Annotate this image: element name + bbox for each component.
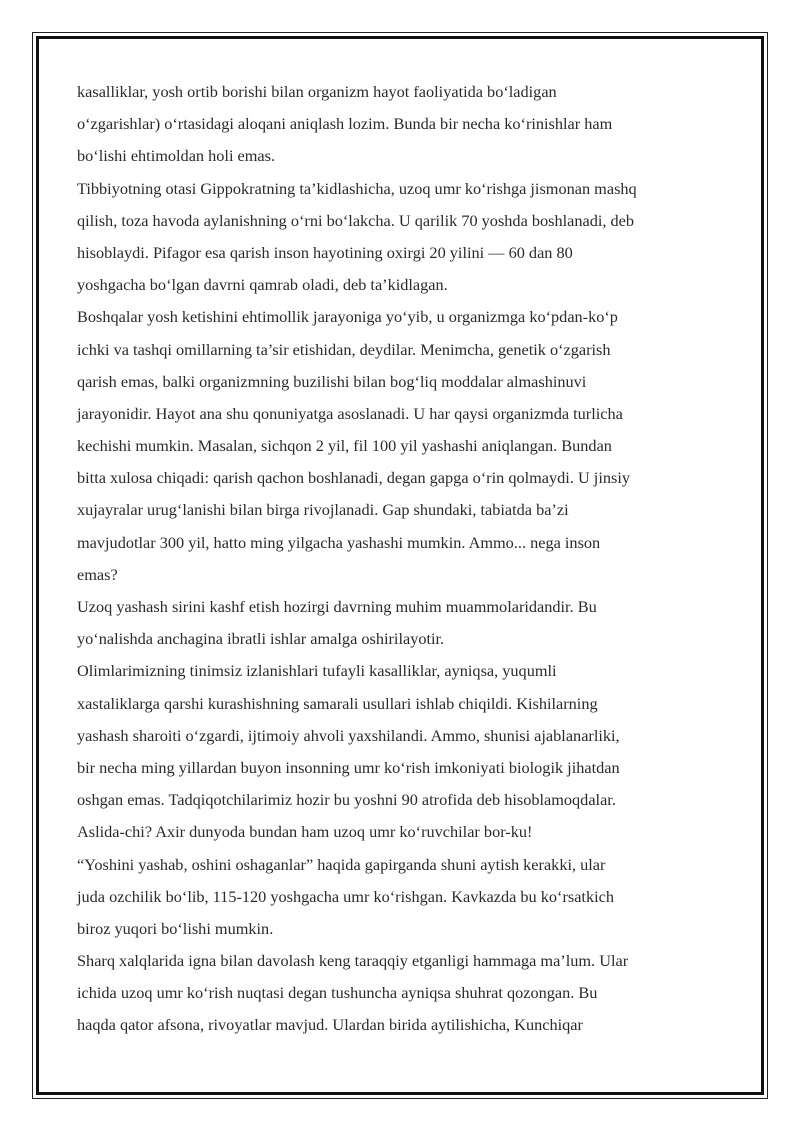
text-line: kechishi mumkin. Masalan, sichqon 2 yil, fil 100 yil yashashi aniqlangan. Bundan: [77, 436, 612, 456]
text-line: Uzoq yashash sirini kashf etish hozirgi davrning muhim muammolaridandir. Bu: [77, 597, 597, 616]
document-body-text: [77, 76, 737, 1042]
text-line: Tibbiyotning otasi Gippokratning ta’kidlashicha, uzoq umr ko‘rishga jismonan mashq: [77, 178, 637, 198]
text-line: Sharq xalqlarida igna bilan davolash keng taraqqiy etganligi hammaga ma’lum. Ular: [77, 951, 629, 971]
text-line: ichida uzoq umr ko‘rish nuqtasi degan tushuncha ayniqsa shuhrat qozongan. Bu: [77, 983, 598, 1003]
text-line: Aslida-chi? Axir dunyoda bundan ham uzoq umr ko‘ruvchilar bor-ku!: [77, 822, 533, 842]
text-line: yoshgacha bo‘lgan davrni qamrab oladi, deb ta’kidlagan.: [77, 275, 448, 295]
text-line: bitta xulosa chiqadi: qarish qachon boshlanadi, degan gapga o‘rin qolmaydi. U jinsiy: [77, 468, 630, 488]
text-line: yo‘nalishda anchagina ibratli ishlar amalga oshirilayotir.: [77, 629, 445, 649]
text-line: bir necha ming yillardan buyon insonning umr ko‘rish imkoniyati biologik jihatdan: [77, 757, 620, 777]
text-line: xastaliklarga qarshi kurashishning samarali usullari ishlab chiqildi. Kishilarning: [77, 693, 598, 713]
text-line: ichki va tashqi omillarning ta’sir etishidan, deydilar. Menimcha, genetik o‘zgarish: [77, 339, 611, 359]
text-line: qarish emas, balki organizmning buzilishi bilan bog‘liq moddalar almashinuvi: [77, 371, 587, 391]
text-line: mavjudotlar 300 yil, hatto ming yilgacha yashashi mumkin. Ammo... nega inson: [77, 532, 601, 552]
text-line: Olimlarimizning tinimsiz izlanishlari tufayli kasalliklar, ayniqsa, yuqumli: [77, 661, 557, 681]
text-line: juda ozchilik bo‘lib, 115-120 yoshgacha umr ko‘rishgan. Kavkazda bu ko‘rsatkich: [77, 886, 614, 906]
text-line: hisoblaydi. Pifagor esa qarish inson hayotining oxirgi 20 yilini — 60 dan 80: [77, 242, 573, 262]
text-line: kasalliklar, yosh ortib borishi bilan organizm hayot faoliyatida bo‘ladigan: [77, 82, 557, 101]
text-line: qilish, toza havoda aylanishning o‘rni bo‘lakcha. U qarilik 70 yoshda boshlanadi, deb: [77, 210, 635, 230]
text-line: haqda qator afsona, rivoyatlar mavjud. Ulardan birida aytilishicha, Kunchiqar: [77, 1015, 583, 1035]
text-line: bo‘lishi ehtimoldan holi emas.: [77, 146, 276, 166]
text-line: Boshqalar yosh ketishini ehtimollik jarayoniga yo‘yib, u organizmga ko‘pdan-ko‘p: [77, 307, 618, 327]
text-line: o‘zgarishlar) o‘rtasidagi aloqani aniqlash lozim. Bunda bir necha ko‘rinishlar ham: [77, 114, 613, 134]
text-line: oshgan emas. Tadqiqotchilarimiz hozir bu yoshni 90 atrofida deb hisoblamoqdalar.: [77, 790, 616, 810]
text-line: “Yoshini yashab, oshini oshaganlar” haqida gapirganda shuni aytish kerakki, ular: [77, 854, 606, 874]
text-line: emas?: [77, 564, 118, 584]
text-line: biroz yuqori bo‘lishi mumkin.: [77, 918, 274, 938]
text-line: xujayralar urug‘lanishi bilan birga rivojlanadi. Gap shundaki, tabiatda ba’zi: [77, 500, 569, 520]
text-line: yashash sharoiti o‘zgardi, ijtimoiy ahvoli yaxshilandi. Ammo, shunisi ajablanarliki,: [77, 725, 620, 745]
text-line: jarayonidir. Hayot ana shu qonuniyatga asoslanadi. U har qaysi organizmda turlicha: [77, 403, 623, 423]
